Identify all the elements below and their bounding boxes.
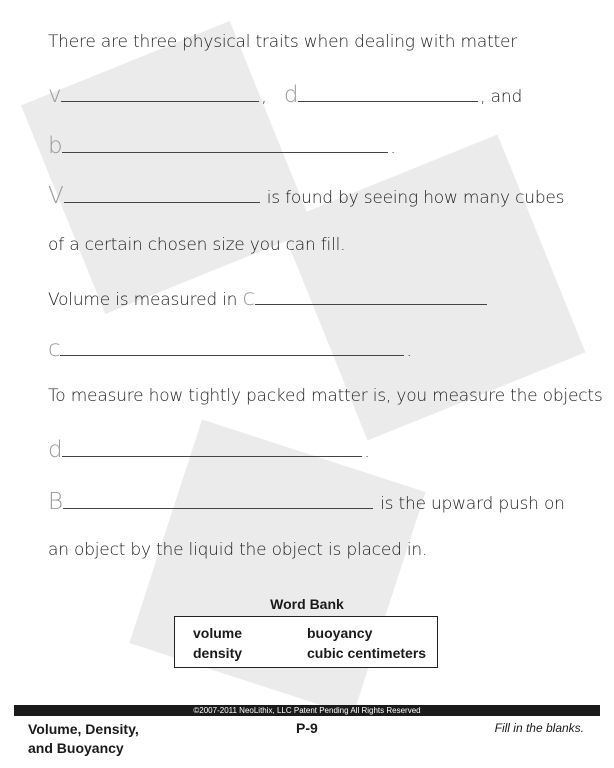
trace-letter: d [283, 82, 299, 108]
trace-letter: c [48, 336, 61, 362]
instruction-text: Fill in the blanks. [494, 721, 584, 735]
worksheet-title-line-2: and Buoyancy [28, 740, 124, 756]
sentence-text: , [261, 87, 267, 107]
word-bank-item: density [193, 645, 243, 661]
sentence-line-8 [48, 386, 602, 416]
sentence-text: Volume is measured in [48, 290, 238, 310]
copyright-bar: ©2007-2011 NeoLithix, LLC Patent Pending All Rights Reserved [14, 705, 600, 716]
sentence-line-4 [48, 183, 564, 213]
worksheet-title-line-1: Volume, Density, [28, 721, 139, 737]
worksheet-title [28, 720, 139, 758]
sentence-text: , and [480, 87, 523, 107]
trace-letter: V [48, 183, 64, 209]
sentence-line-10 [48, 489, 565, 519]
answer-blank-volume-2[interactable] [64, 201, 260, 203]
word-bank-item: volume [193, 625, 243, 641]
sentence-text: of a certain chosen size you can fill. [48, 235, 346, 255]
background-square [21, 21, 314, 314]
trace-letter: B [48, 489, 63, 515]
word-bank-title: Word Bank [270, 596, 344, 612]
answer-blank-volume[interactable] [61, 100, 259, 102]
sentence-line-1 [48, 32, 517, 62]
answer-blank-buoyancy-2[interactable] [63, 507, 373, 509]
trace-letter: d [48, 437, 63, 463]
word-bank-item: cubic centimeters [307, 645, 427, 661]
sentence-text: an object by the liquid the object is placed in. [48, 540, 428, 560]
sentence-text: is the upward push on [380, 494, 565, 514]
sentence-text: To measure how tightly packed matter is, you measure the objects [48, 386, 603, 406]
answer-blank-cubic[interactable] [255, 303, 487, 305]
word-bank [174, 616, 438, 668]
sentence-text: . [364, 442, 370, 462]
sentence-line-3 [48, 133, 396, 163]
sentence-line-5 [48, 235, 345, 265]
sentence-text: . [406, 341, 412, 361]
page-number: P-9 [296, 720, 318, 736]
sentence-line-11 [48, 540, 427, 570]
sentence-line-6 [48, 285, 489, 315]
sentence-line-9 [48, 437, 370, 467]
answer-blank-centimeters[interactable] [60, 354, 404, 356]
trace-letter: c [242, 285, 255, 311]
trace-letter: b [48, 133, 63, 159]
sentence-text: . [390, 138, 396, 158]
word-bank-item: buoyancy [307, 625, 373, 641]
answer-blank-buoyancy[interactable] [62, 151, 388, 153]
answer-blank-density[interactable] [298, 100, 478, 102]
trace-letter: v [48, 82, 62, 108]
sentence-line-7 [48, 336, 412, 366]
sentence-line-2 [48, 82, 522, 112]
answer-blank-density-2[interactable] [62, 455, 362, 457]
sentence-text: is found by seeing how many cubes [266, 188, 565, 208]
sentence-text: There are three physical traits when dealing with matter [48, 32, 518, 52]
